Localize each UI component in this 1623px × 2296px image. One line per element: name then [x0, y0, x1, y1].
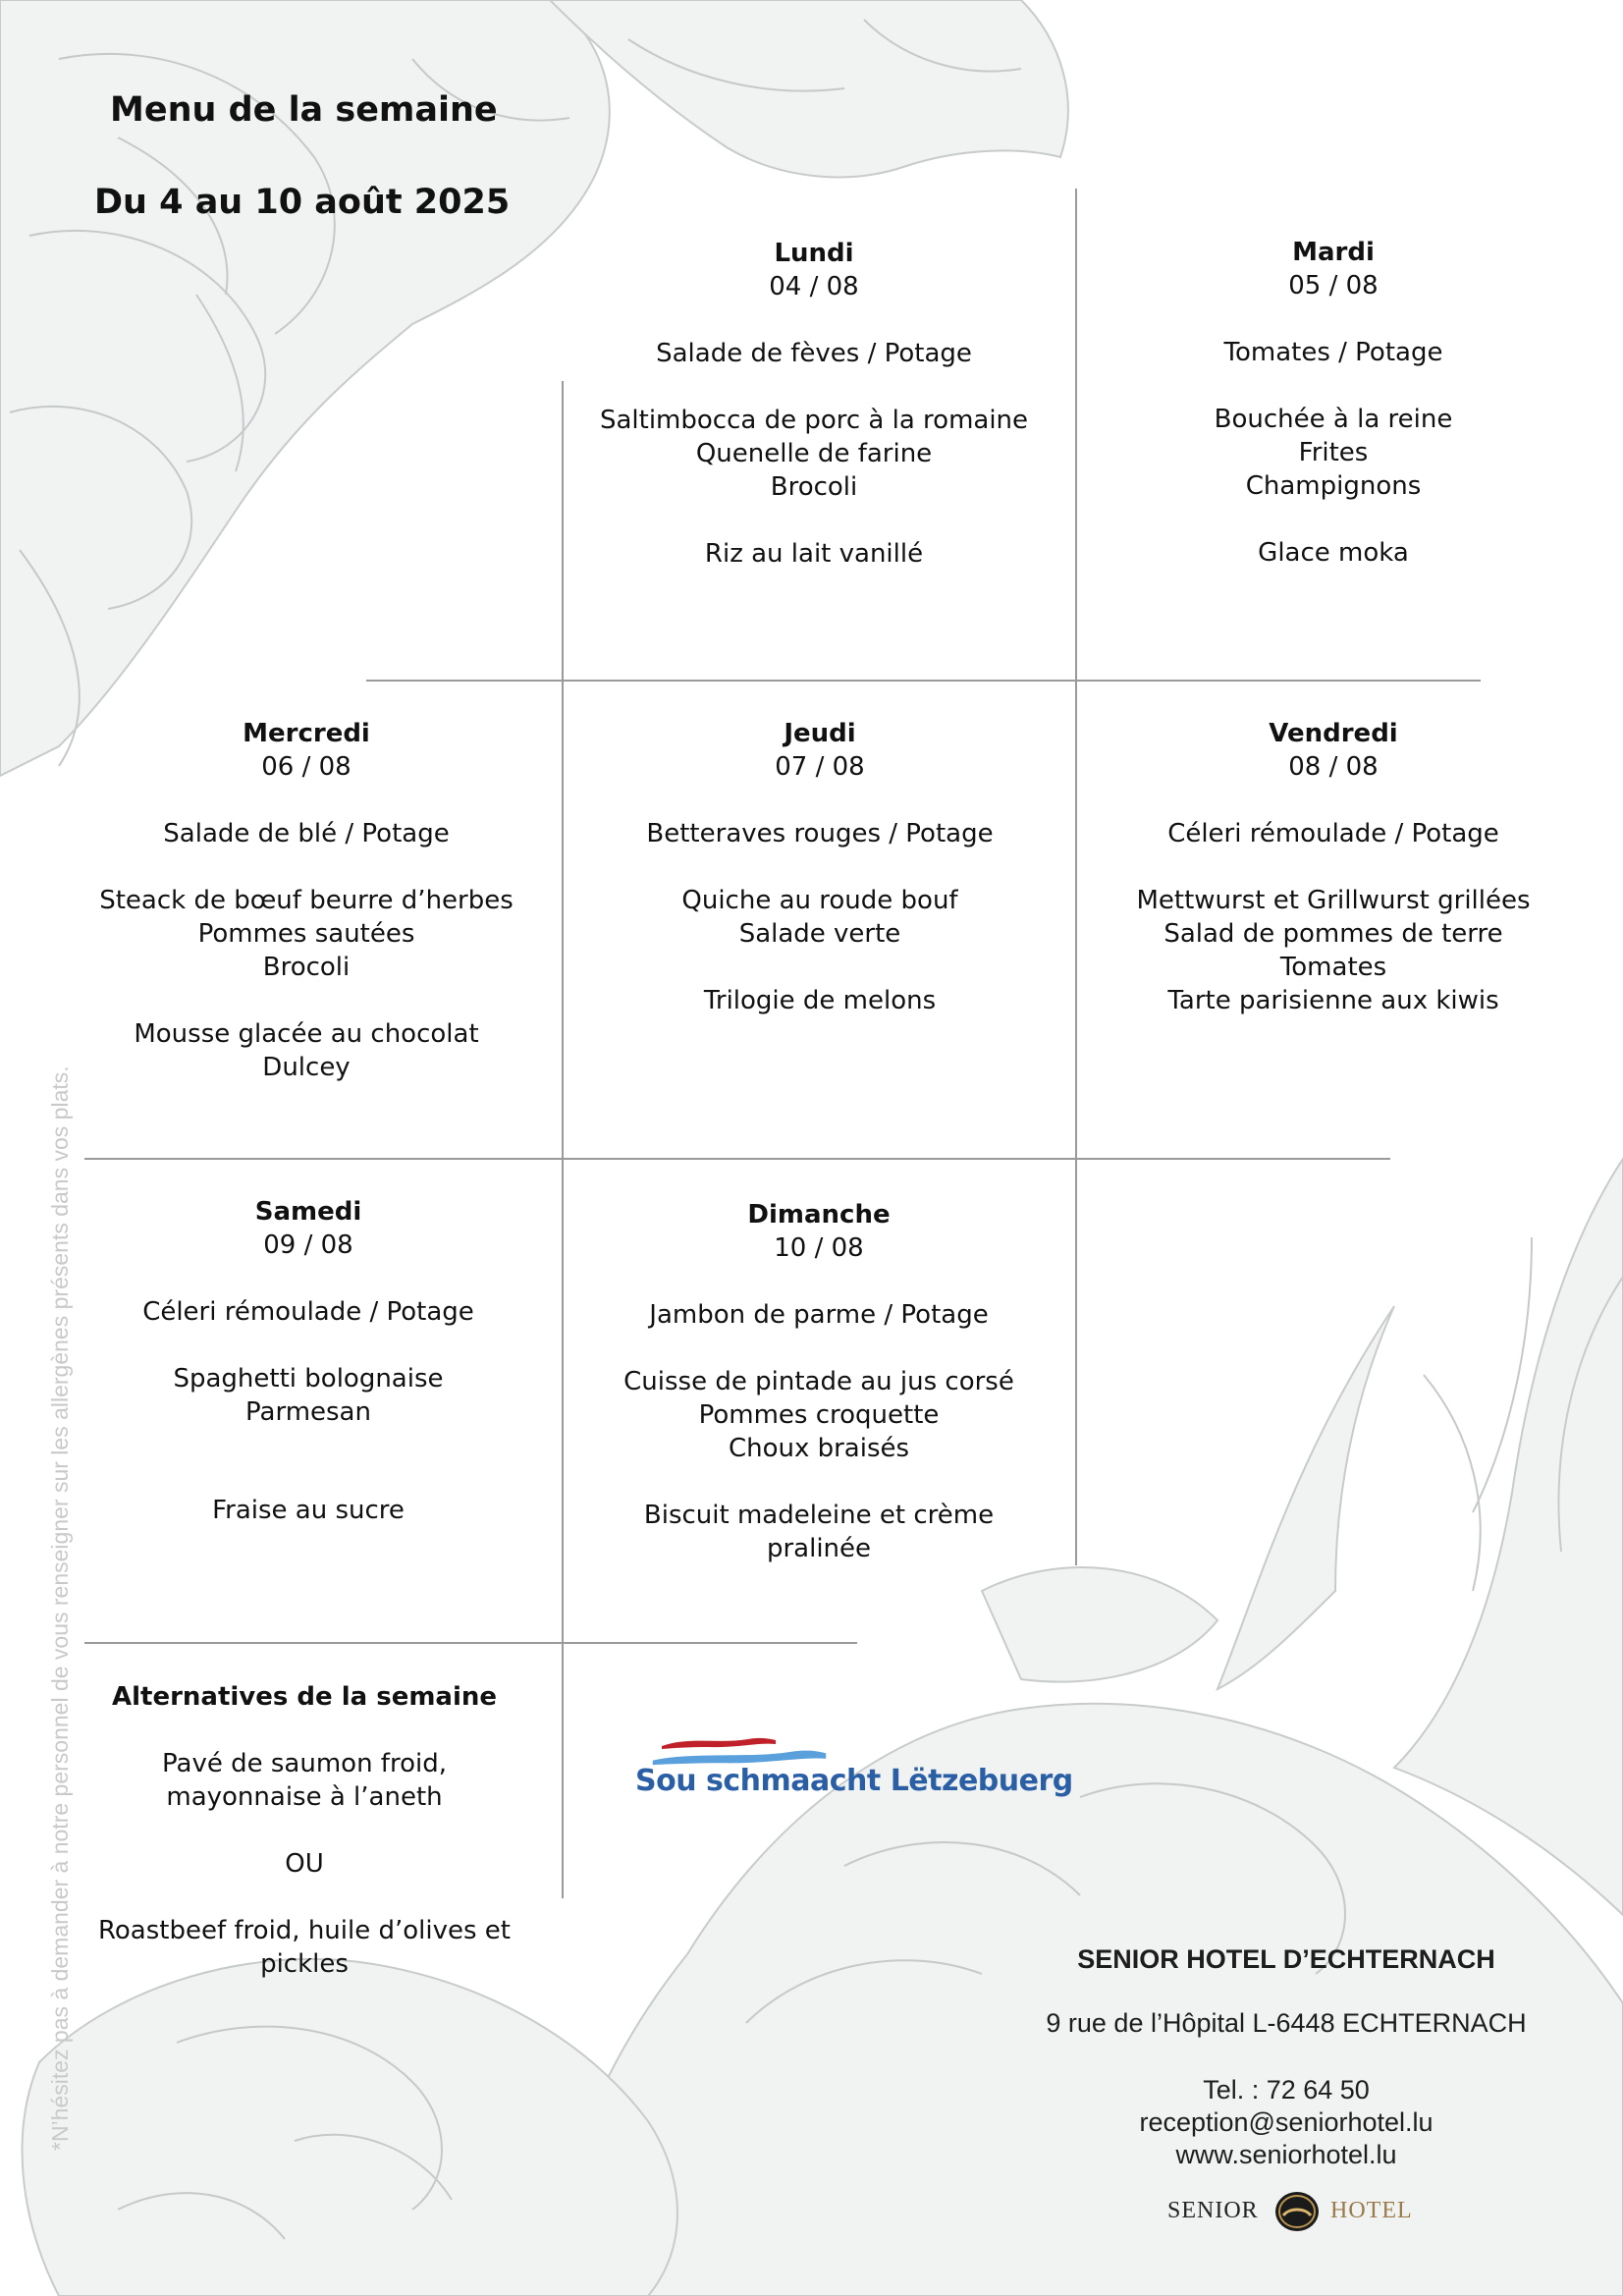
dessert: Trilogie de melons: [703, 986, 937, 1015]
grid-line-vertical-1: [562, 381, 564, 1898]
main-course: Mettwurst et Grillwurst grillées Salad de pommes de terre Tomates Tarte parisienne aux kiwis: [1136, 886, 1531, 1015]
starter: Salade de blé / Potage: [163, 819, 450, 848]
main-course: Quiche au roude bouf Salade verte: [681, 886, 958, 949]
allergen-note: *N’hésitez pas à demander à notre personnel de vous renseigner sur les allergènes présents dans vos plats.: [47, 1066, 73, 2151]
page-title: Menu de la semaine: [110, 90, 498, 130]
hotel-address: 9 rue de l’Hôpital L-6448 ECHTERNACH: [1046, 2008, 1527, 2038]
day-date: 05 / 08: [1288, 271, 1379, 301]
day-date: 10 / 08: [774, 1233, 864, 1263]
dessert: Fraise au sucre: [212, 1496, 405, 1525]
day-date: 07 / 08: [775, 752, 865, 782]
day-date: 04 / 08: [769, 272, 859, 301]
logo-word-left: SENIOR: [1167, 2198, 1259, 2223]
starter: Tomates / Potage: [1223, 338, 1443, 367]
alternative-separator: OU: [285, 1849, 324, 1879]
day-date: 06 / 08: [261, 752, 352, 782]
grid-line-horizontal-1: [366, 680, 1481, 682]
starter: Céleri rémoulade / Potage: [1167, 819, 1499, 848]
starter: Salade de fèves / Potage: [656, 339, 972, 368]
day-name: Mercredi: [243, 719, 370, 748]
starter: Jambon de parme / Potage: [649, 1300, 989, 1330]
menu-period: Du 4 au 10 août 2025: [94, 183, 511, 222]
day-cell-vendredi: [1117, 717, 1549, 1051]
main-course: Steack de bœuf beurre d’herbes Pommes sautées Brocoli: [99, 886, 514, 982]
day-name: Dimanche: [747, 1200, 891, 1230]
logo-text: Sou schmaacht Lëtzebuerg: [635, 1764, 1073, 1798]
sou-schmaacht-letzebuerg-logo: [633, 1717, 1073, 1815]
hotel-emblem-icon: [1273, 2190, 1321, 2233]
main-course: Cuisse de pintade au jus corsé Pommes croquette Choux braisés: [623, 1367, 1014, 1463]
starter: Céleri rémoulade / Potage: [142, 1297, 474, 1327]
day-cell-mardi: [1117, 236, 1549, 603]
main-course: Bouchée à la reine Frites Champignons: [1214, 405, 1453, 501]
day-name: Jeudi: [784, 719, 856, 748]
day-cell-lundi: [598, 237, 1030, 604]
hotel-email: reception@seniorhotel.lu: [1139, 2107, 1434, 2137]
day-cell-dimanche: [603, 1198, 1035, 1599]
dessert: Mousse glacée au chocolat Dulcey: [134, 1019, 479, 1082]
day-cell-mercredi: [90, 717, 522, 1118]
day-name: Lundi: [774, 239, 854, 268]
main-course: Spaghetti bolognaise Parmesan: [173, 1364, 444, 1427]
day-cell-samedi: [92, 1195, 524, 1560]
alternative-option-2: Roastbeef froid, huile d’olives et pickles: [98, 1916, 511, 1979]
alternatives-title: Alternatives de la semaine: [111, 1682, 498, 1712]
day-name: Vendredi: [1269, 719, 1398, 748]
starter: Betteraves rouges / Potage: [646, 819, 994, 848]
day-date: 08 / 08: [1288, 752, 1379, 782]
hotel-contact: [1021, 1944, 1551, 2171]
day-cell-jeudi: [604, 717, 1036, 1051]
day-name: Samedi: [254, 1197, 362, 1227]
grid-line-horizontal-2: [84, 1158, 1390, 1160]
grid-line-vertical-2: [1075, 189, 1077, 1565]
dessert: Glace moka: [1258, 538, 1409, 568]
senior-hotel-logo: [1163, 2182, 1429, 2241]
day-name: Mardi: [1292, 238, 1375, 267]
main-course: Saltimbocca de porc à la romaine Quenelle de farine Brocoli: [599, 406, 1029, 502]
hotel-website: www.seniorhotel.lu: [1175, 2140, 1397, 2169]
alternative-option-1: Pavé de saumon froid, mayonnaise à l’aneth: [162, 1749, 447, 1812]
hotel-phone: Tel. : 72 64 50: [1203, 2075, 1370, 2105]
alternatives-cell: [88, 1680, 520, 2014]
grid-line-horizontal-3: [84, 1642, 857, 1644]
day-date: 09 / 08: [263, 1230, 353, 1260]
dessert: Biscuit madeleine et crème pralinée: [643, 1501, 995, 1563]
logo-word-right: HOTEL: [1330, 2198, 1413, 2223]
dessert: Riz au lait vanillé: [704, 539, 924, 569]
hotel-name: SENIOR HOTEL D’ECHTERNACH: [1077, 1944, 1495, 1974]
